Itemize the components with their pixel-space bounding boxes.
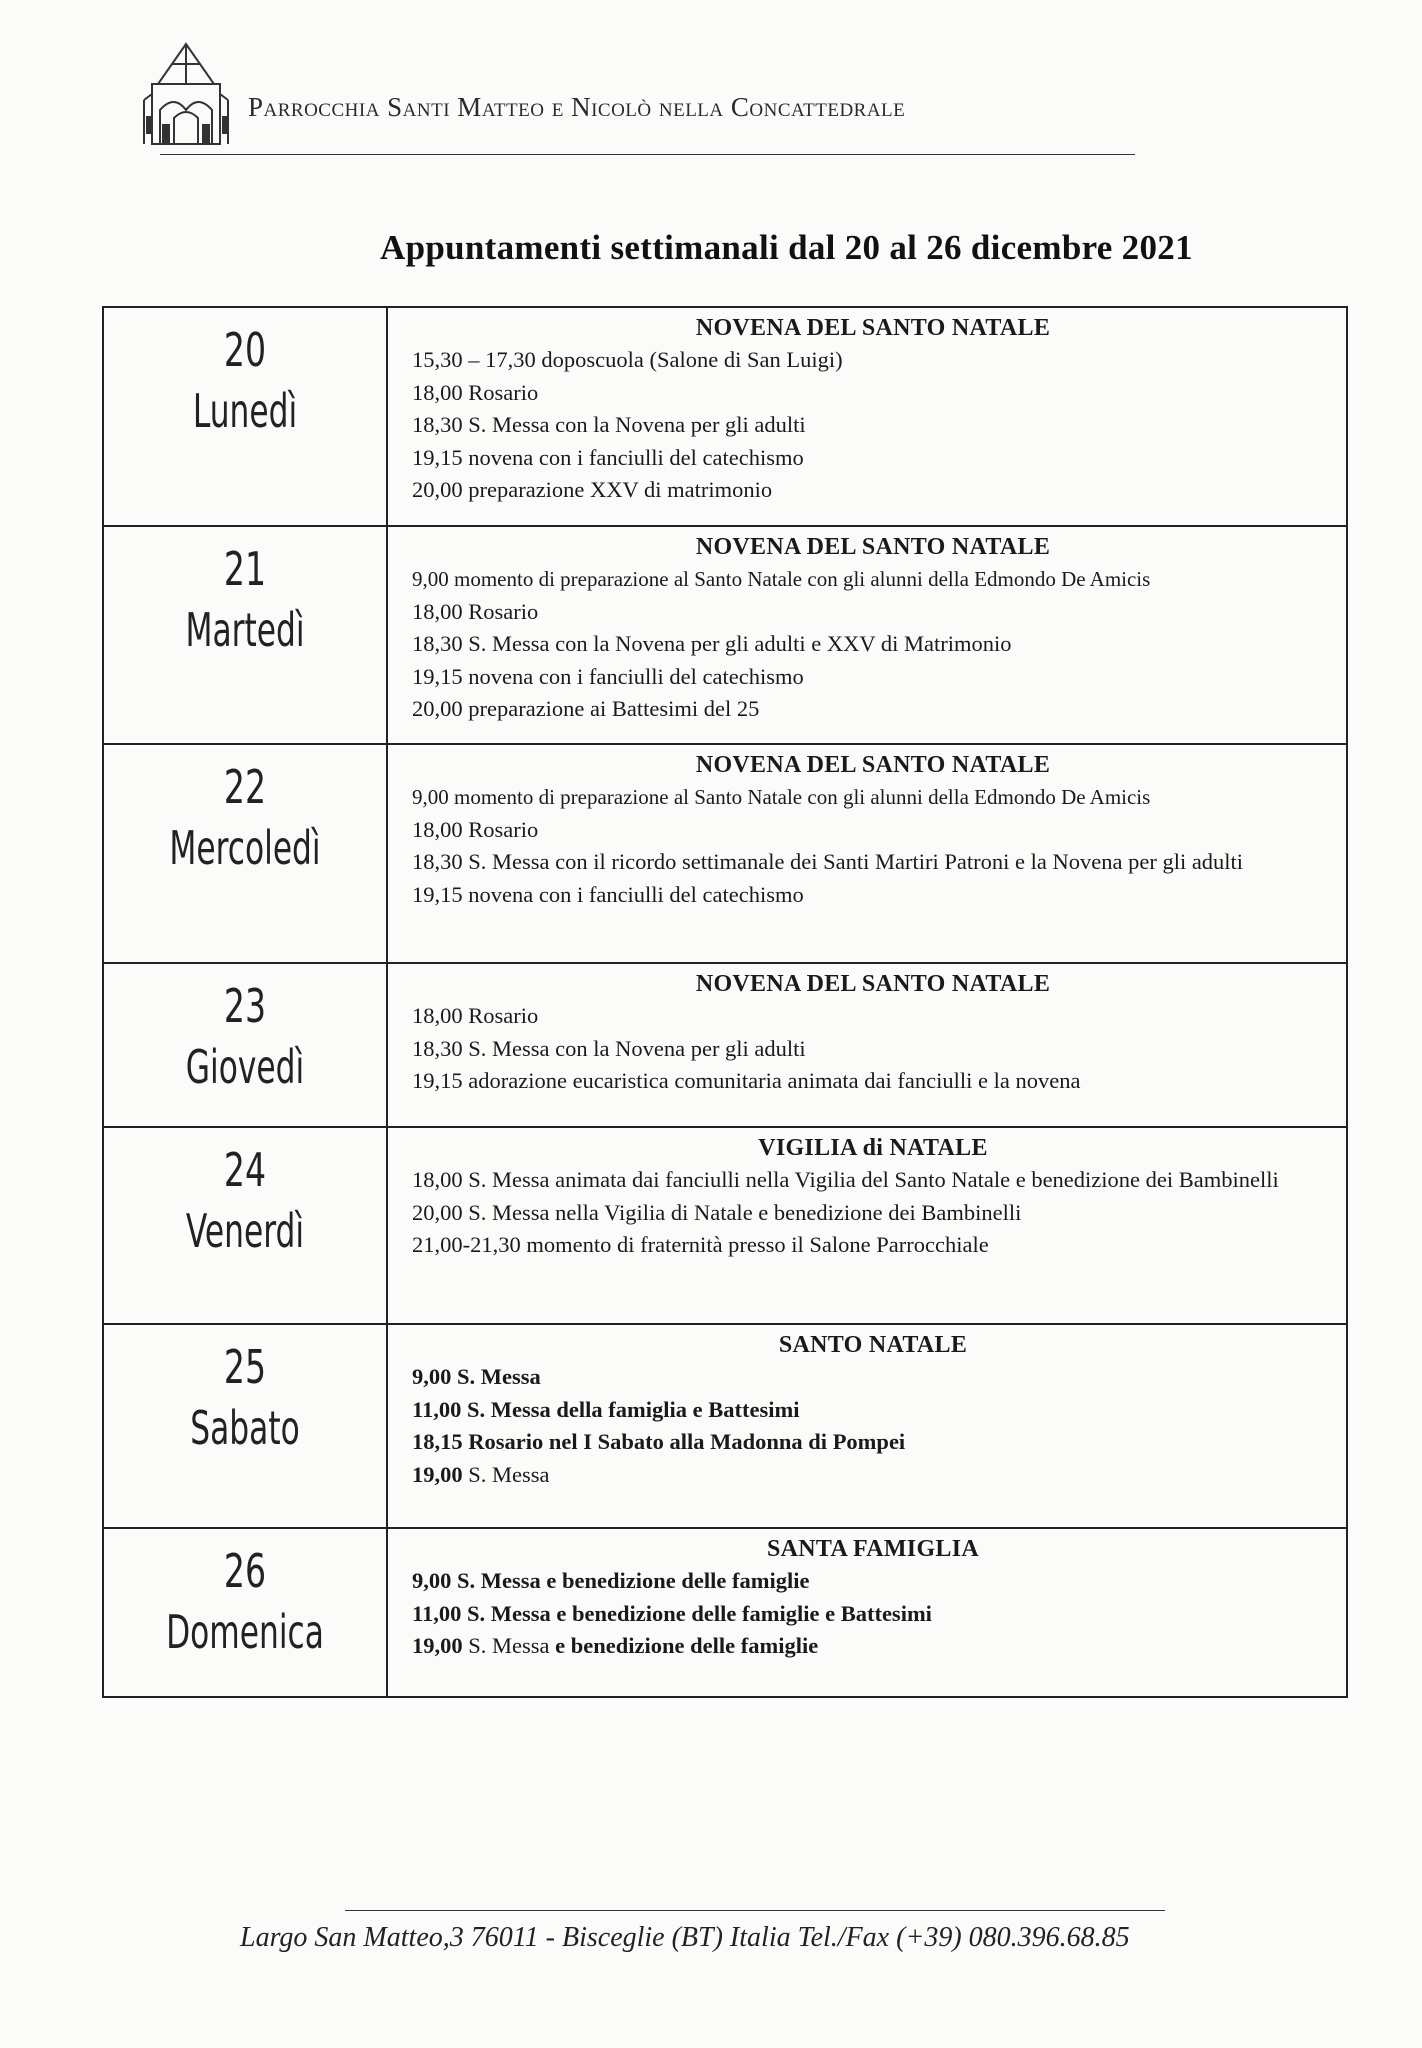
event-list xyxy=(412,1000,1334,1098)
event-item: 19,15 novena con i fanciulli del catechismo xyxy=(412,663,804,689)
footer-divider xyxy=(345,1910,1165,1911)
schedule-row-wednesday xyxy=(104,745,1346,964)
event-item: 18,00 S. Messa animata dai fanciulli nella Vigilia del Santo Natale e benedizione dei Bambinelli xyxy=(412,1167,1279,1192)
event-item: 18,30 S. Messa con la Novena per gli adulti xyxy=(412,1035,806,1061)
day-number: 24 xyxy=(223,1143,267,1197)
day-number: 26 xyxy=(223,1544,267,1598)
event-item: 18,15 Rosario nel I Sabato alla Madonna di Pompei xyxy=(412,1429,906,1454)
event-list xyxy=(412,344,1334,507)
event-item: 18,00 Rosario xyxy=(412,379,539,405)
day-name: Giovedì xyxy=(185,1040,305,1094)
letterhead xyxy=(130,40,1130,160)
event-item: 21,00-21,30 momento di fraternità presso il Salone Parrocchiale xyxy=(412,1232,989,1257)
day-name: Venerdì xyxy=(185,1204,305,1258)
event-item: 18,00 Rosario xyxy=(412,598,539,624)
day-heading: NOVENA DEL SANTO NATALE xyxy=(695,752,1051,778)
events-cell xyxy=(388,1128,1346,1323)
event-item: 18,30 S. Messa con la Novena per gli adulti xyxy=(412,412,806,437)
event-item: 9,00 S. Messa xyxy=(412,1364,541,1389)
event-item: 18,30 S. Messa con il ricordo settimanale dei Santi Martiri Patroni e la Novena per gli adulti xyxy=(412,849,1244,874)
event-item: 9,00 momento di preparazione al Santo Natale con gli alunni della Edmondo De Amicis xyxy=(412,567,1151,591)
day-cell xyxy=(104,527,388,743)
schedule-row-thursday xyxy=(104,964,1346,1128)
day-cell xyxy=(104,1128,388,1323)
event-item: 18,30 S. Messa con la Novena per gli adulti e XXV di Matrimonio xyxy=(412,631,1012,656)
event-text: S. Messa xyxy=(468,1461,550,1487)
event-time: 19,00 xyxy=(412,1461,463,1487)
day-heading: VIGILIA di NATALE xyxy=(758,1135,988,1161)
church-logo-icon xyxy=(138,40,234,148)
event-item: 19,15 adorazione eucaristica comunitaria animata dai fanciulli e la novena xyxy=(412,1068,1081,1093)
event-item xyxy=(412,1565,1334,1598)
day-heading: SANTO NATALE xyxy=(778,1332,968,1358)
event-item: 19,15 novena con i fanciulli del catechismo xyxy=(412,444,804,470)
day-number: 21 xyxy=(223,542,267,596)
schedule-row-saturday xyxy=(104,1325,1346,1529)
schedule-row-tuesday xyxy=(104,527,1346,745)
day-number: 23 xyxy=(223,979,267,1033)
event-detail: e benedizione delle famiglie xyxy=(546,1568,810,1593)
event-item: 9,00 momento di preparazione al Santo Natale con gli alunni della Edmondo De Amicis xyxy=(412,785,1151,809)
event-item: 18,00 Rosario xyxy=(412,1003,539,1028)
event-item: 11,00 S. Messa della famiglia e Battesimi xyxy=(412,1396,800,1422)
day-name: Domenica xyxy=(166,1605,324,1659)
day-cell xyxy=(104,308,388,525)
day-heading: NOVENA DEL SANTO NATALE xyxy=(695,534,1051,560)
event-item xyxy=(412,1598,1334,1631)
day-name: Sabato xyxy=(190,1401,300,1455)
event-text: S. Messa xyxy=(457,1568,541,1593)
day-number: 22 xyxy=(223,760,267,814)
event-detail: e benedizione delle famiglie xyxy=(555,1633,819,1658)
day-heading: NOVENA DEL SANTO NATALE xyxy=(695,315,1051,341)
footer-address: Largo San Matteo,3 76011 - Bisceglie (BT) Italia Tel./Fax (+39) 080.396.68.85 xyxy=(240,1922,1130,1953)
day-cell xyxy=(104,1529,388,1696)
event-time: 9,00 xyxy=(412,1568,452,1593)
day-heading: SANTA FAMIGLIA xyxy=(767,1536,979,1562)
day-number: 25 xyxy=(223,1340,267,1394)
event-list xyxy=(412,1565,1334,1663)
day-cell xyxy=(104,1325,388,1527)
parish-name: Parrocchia Santi Matteo e Nicolò nella Concattedrale xyxy=(248,92,906,122)
event-item: 15,30 – 17,30 doposcuola (Salone di San Luigi) xyxy=(412,347,843,372)
events-cell xyxy=(388,527,1346,743)
day-number: 20 xyxy=(223,323,267,377)
event-item xyxy=(412,1459,1334,1492)
event-item: 20,00 S. Messa nella Vigilia di Natale e benedizione dei Bambinelli xyxy=(412,1199,1022,1225)
event-item: 20,00 preparazione ai Battesimi del 25 xyxy=(412,696,760,721)
event-time: 19,00 xyxy=(412,1633,463,1658)
weekly-schedule-table xyxy=(102,306,1348,1698)
event-detail: e benedizione delle famiglie e Battesimi xyxy=(556,1600,932,1626)
day-cell xyxy=(104,745,388,962)
day-name: Martedì xyxy=(185,603,305,657)
event-item: 18,00 Rosario xyxy=(412,816,539,842)
events-cell xyxy=(388,1325,1346,1527)
event-time: 11,00 xyxy=(412,1600,462,1626)
event-list xyxy=(412,1361,1334,1491)
schedule-row-friday xyxy=(104,1128,1346,1325)
event-item xyxy=(412,1630,1334,1663)
event-text: S. Messa xyxy=(468,1633,550,1658)
event-list xyxy=(412,563,1334,726)
events-cell xyxy=(388,1529,1346,1696)
day-heading: NOVENA DEL SANTO NATALE xyxy=(695,971,1051,997)
day-name: Lunedì xyxy=(192,384,298,438)
event-item: 19,15 novena con i fanciulli del catechismo xyxy=(412,881,804,907)
events-cell xyxy=(388,745,1346,962)
events-cell xyxy=(388,964,1346,1126)
day-name: Mercoledì xyxy=(169,821,321,875)
event-list xyxy=(412,781,1334,911)
event-list xyxy=(412,1164,1334,1262)
header-divider xyxy=(160,154,1135,155)
events-cell xyxy=(388,308,1346,525)
day-cell xyxy=(104,964,388,1126)
document-title: Appuntamenti settimanali dal 20 al 26 dicembre 2021 xyxy=(380,228,1193,267)
schedule-row-sunday xyxy=(104,1529,1346,1698)
schedule-row-monday xyxy=(104,308,1346,527)
event-text: S. Messa xyxy=(467,1600,551,1626)
event-item: 20,00 preparazione XXV di matrimonio xyxy=(412,477,773,502)
